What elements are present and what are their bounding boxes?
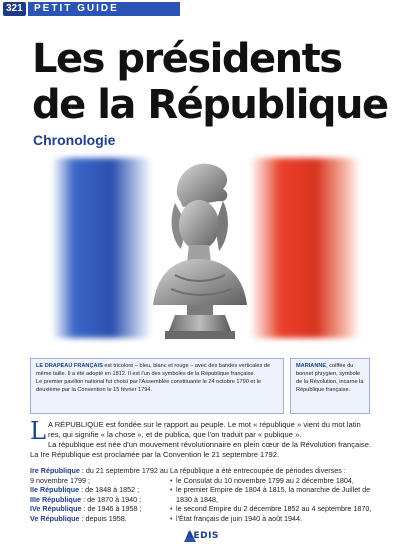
period-item: • le Consulat du 10 novembre 1799 au 2 décembre 1804, bbox=[170, 476, 375, 486]
page-subtitle: Chronologie bbox=[33, 132, 116, 148]
caption-keyword: LE DRAPEAU FRANÇAIS bbox=[36, 363, 103, 369]
guide-number-badge: 321 bbox=[3, 2, 26, 16]
intro-paragraph-2: La république est née d'un mouvement révolutionnaire en plein cœur de la Révolution française. bbox=[47, 440, 372, 449]
header-bar bbox=[0, 0, 400, 18]
flag-red-band bbox=[250, 158, 360, 338]
republic-item: IIe République : de 1848 à 1852 ; bbox=[30, 485, 140, 495]
period-item: • le second Empire du 2 décembre 1852 au 4 septembre 1870, bbox=[170, 504, 375, 514]
marianne-caption bbox=[290, 358, 370, 414]
marianne-text: , coiffée du bonnet phrygien, symbole de la Révolution, incarne la République française. bbox=[296, 363, 364, 393]
period-item: • le premier Empire de 1804 à 1815, la monarchie de Juillet de 1830 à 1848, bbox=[170, 485, 375, 504]
intro-paragraph-1: A RÉPUBLIQUE est fondée sur le rapport au peuple. Le mot « république » vient du mot latin res, qui signifie « la chose », et de publica, que l'on traduit par « publique ». bbox=[47, 420, 361, 439]
republics-list bbox=[30, 466, 170, 524]
publisher-logo-text: AEDIS bbox=[186, 531, 219, 541]
periods-list bbox=[170, 476, 375, 524]
drop-cap: L bbox=[30, 417, 46, 445]
periods-intro: La république a été entrecoupée de périodes diverses : bbox=[170, 466, 346, 475]
republic-item: IVe République : de 1946 à 1958 ; bbox=[30, 504, 142, 514]
caption-text: est tricolore – bleu, blanc et rouge – avec des bandes verticales de même taille. Il a été adopté en 1812. Il est l'un des symboles de la République française. bbox=[36, 363, 271, 377]
period-item: • l'État français de juin 1940 à août 1944. bbox=[170, 514, 375, 524]
flag-caption bbox=[30, 358, 284, 414]
republic-item: Ire République : du 21 septembre 1792 au 9 novembre 1799 ; bbox=[30, 466, 168, 485]
intro-paragraph-3: La Ire République est proclamée par la Convention le 21 septembre 1792. bbox=[30, 450, 280, 459]
republic-item: IIIe République : de 1870 à 1940 ; bbox=[30, 494, 142, 504]
series-title: PETIT GUIDE bbox=[28, 2, 180, 16]
marianne-keyword: MARIANNE bbox=[296, 363, 327, 369]
title-line-1: Les présidents bbox=[32, 36, 342, 82]
intro-text bbox=[30, 417, 375, 460]
caption-text-2: Le premier pavillon national fut choisi par l'Assemblée constituante le 24 octobre 1790 et le deuxième par la Convention le 15 février 1794. bbox=[36, 379, 261, 393]
title-line-2: de la République bbox=[32, 82, 388, 128]
republic-item: Ve République : depuis 1958. bbox=[30, 513, 127, 523]
page-title bbox=[32, 36, 392, 128]
flag-illustration bbox=[0, 140, 400, 350]
marianne-bust-image bbox=[135, 155, 265, 340]
periods-section bbox=[170, 466, 375, 524]
